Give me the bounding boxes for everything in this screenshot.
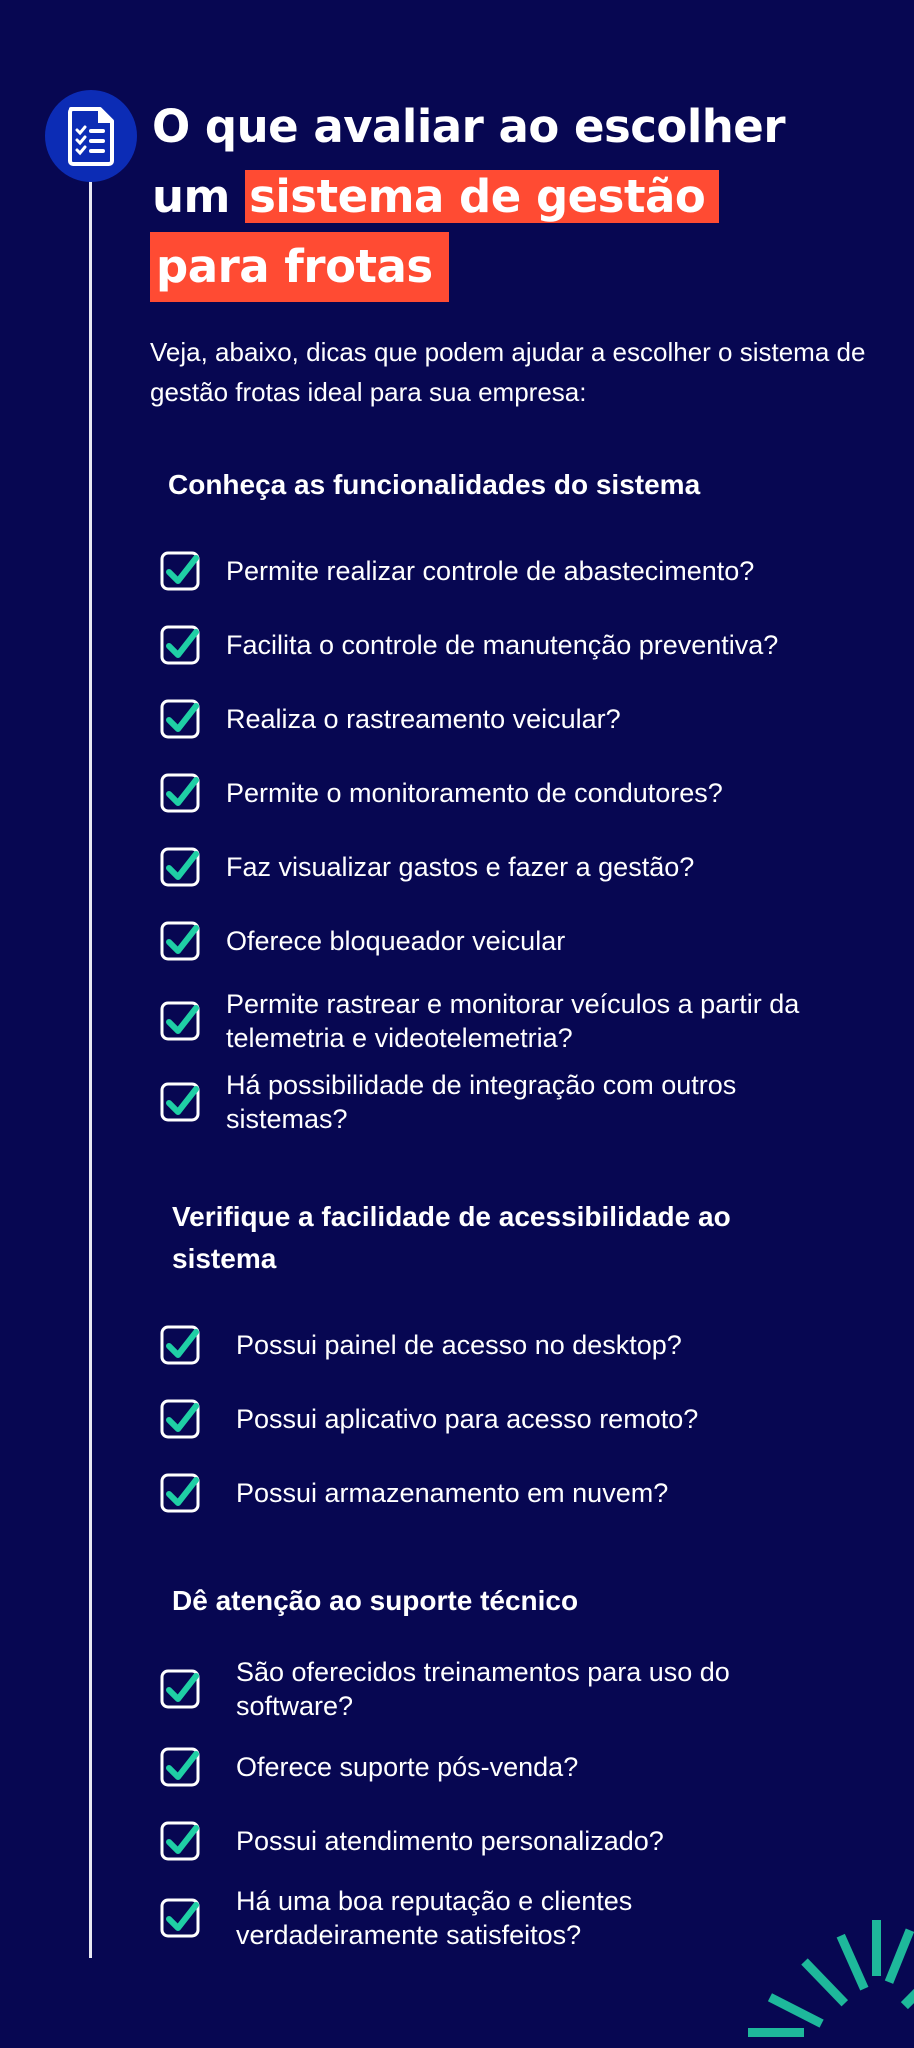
list-item: Possui aplicativo para acesso remoto?	[160, 1398, 698, 1440]
checkbox-checked-icon	[160, 1398, 202, 1440]
title-line-2: um sistema de gestão	[152, 162, 872, 232]
section-title-suporte: Dê atenção ao suporte técnico	[172, 1585, 579, 1616]
checkbox-checked-icon	[160, 920, 202, 962]
title-highlight-1: sistema de gestão	[245, 170, 719, 223]
list-item: Permite realizar controle de abastecimento?	[160, 550, 754, 592]
checkbox-checked-icon	[160, 1897, 202, 1939]
list-item: Faz visualizar gastos e fazer a gestão?	[160, 846, 694, 888]
checkbox-checked-icon	[160, 1081, 202, 1123]
checkbox-checked-icon	[160, 698, 202, 740]
list-item: Oferece suporte pós-venda?	[160, 1746, 578, 1788]
title-highlight-2: para frotas	[150, 232, 449, 302]
checkbox-checked-icon	[160, 1000, 202, 1042]
checkbox-checked-icon	[160, 550, 202, 592]
checkbox-checked-icon	[160, 772, 202, 814]
checkbox-checked-icon	[160, 1668, 202, 1710]
title-line-3	[152, 232, 872, 302]
list-item: Há uma boa reputação e clientes verdadeiramente satisfeitos?	[160, 1884, 796, 1952]
list-item: Permite o monitoramento de condutores?	[160, 772, 723, 814]
checkbox-checked-icon	[160, 1324, 202, 1366]
section-title-acessibilidade: Verifique a facilidade de acessibilidade ao sistema	[172, 1201, 731, 1274]
checkbox-checked-icon	[160, 1820, 202, 1862]
list-item: Facilita o controle de manutenção preventiva?	[160, 624, 778, 666]
checkbox-checked-icon	[160, 846, 202, 888]
list-item: São oferecidos treinamentos para uso do software?	[160, 1655, 796, 1723]
list-item: Realiza o rastreamento veicular?	[160, 698, 621, 740]
title-line-1: O que avaliar ao escolher	[152, 100, 786, 153]
checkbox-checked-icon	[160, 1472, 202, 1514]
checkbox-checked-icon	[160, 624, 202, 666]
sunburst-rays-icon	[740, 1910, 914, 2048]
checklist-document-icon	[66, 106, 116, 166]
checkbox-checked-icon	[160, 1746, 202, 1788]
intro-text: Veja, abaixo, dicas que podem ajudar a escolher o sistema de gestão frotas ideal para sua empresa:	[150, 337, 866, 407]
list-item: Oferece bloqueador veicular	[160, 920, 565, 962]
header-icon-circle	[45, 90, 137, 182]
list-item: Permite rastrear e monitorar veículos a partir da telemetria e videotelemetria?	[160, 987, 826, 1055]
list-item: Possui painel de acesso no desktop?	[160, 1324, 682, 1366]
list-item: Possui atendimento personalizado?	[160, 1820, 664, 1862]
list-item: Possui armazenamento em nuvem?	[160, 1472, 668, 1514]
list-item: Há possibilidade de integração com outros sistemas?	[160, 1068, 826, 1136]
page-title	[152, 92, 872, 302]
section-title-funcionalidades: Conheça as funcionalidades do sistema	[168, 469, 701, 500]
timeline-line	[89, 180, 92, 1958]
